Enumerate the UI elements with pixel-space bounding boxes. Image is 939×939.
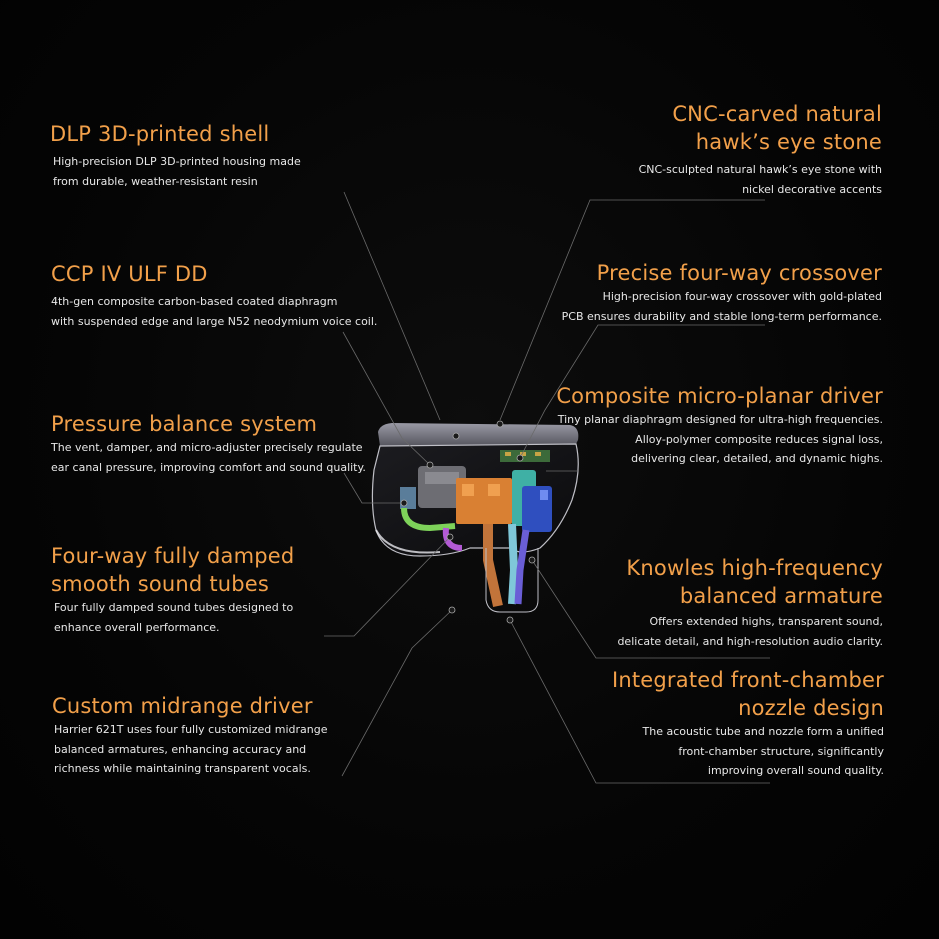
feature-planar-line-1: Tiny planar diaphragm designed for ultra-high frequencies.	[557, 413, 883, 426]
feature-crossover-line-2: PCB ensures durability and stable long-term performance.	[561, 309, 882, 323]
feature-stone-title-1: CNC-carved natural	[672, 102, 882, 126]
feature-midrange	[52, 692, 328, 779]
feature-pressure	[51, 410, 366, 477]
feature-pressure-line-2: ear canal pressure, improving comfort and sound quality.	[51, 460, 366, 474]
shell-faceplate	[378, 423, 578, 446]
feature-knowles-title-1: Knowles high-frequency	[626, 556, 883, 580]
feature-stone-line-2: nickel decorative accents	[742, 182, 882, 196]
feature-tubes-line-2: enhance overall performance.	[54, 620, 220, 634]
feature-knowles-line-1: Offers extended highs, transparent sound,	[649, 615, 883, 628]
feature-dd	[51, 260, 377, 331]
feature-dd-line-2: with suspended edge and large N52 neodymium voice coil.	[51, 314, 378, 328]
feature-dd-title: CCP IV ULF DD	[51, 262, 208, 286]
feature-stone-line-1: CNC-sculpted natural hawk’s eye stone with	[638, 163, 882, 176]
feature-pressure-title: Pressure balance system	[51, 412, 318, 436]
feature-nozzle-title-1: Integrated front-chamber	[611, 668, 884, 692]
feature-midrange-line-3: richness while maintaining transparent vocals.	[54, 762, 311, 775]
feature-planar	[556, 382, 883, 469]
feature-knowles	[617, 554, 883, 651]
feature-stone	[639, 100, 882, 199]
feature-pressure-line-1: The vent, damper, and micro-adjuster precisely regulate	[51, 441, 363, 454]
feature-shell-line-2: from durable, weather-resistant resin	[53, 174, 258, 188]
feature-shell-line-1: High-precision DLP 3D-printed housing made	[53, 155, 301, 168]
feature-dd-line-1: 4th-gen composite carbon-based coated diaphragm	[51, 295, 338, 308]
feature-crossover-line-1: High-precision four-way crossover with gold-plated	[602, 290, 882, 303]
feature-nozzle	[612, 666, 884, 781]
feature-tubes-title-1: Four-way fully damped	[51, 544, 295, 568]
feature-midrange-line-1: Harrier 621T uses four fully customized midrange	[54, 723, 328, 736]
feature-nozzle-line-3: improving overall sound quality.	[707, 764, 884, 777]
feature-planar-title: Composite micro-planar driver	[556, 384, 883, 408]
feature-stone-title-2: hawk’s eye stone	[695, 130, 882, 154]
feature-tubes-title-2: smooth sound tubes	[51, 572, 270, 596]
feature-nozzle-line-1: The acoustic tube and nozzle form a unified	[642, 725, 884, 738]
feature-planar-line-2: Alloy-polymer composite reduces signal loss,	[635, 432, 883, 446]
feature-midrange-line-2: balanced armatures, enhancing accuracy and	[54, 742, 307, 756]
feature-shell	[50, 120, 301, 191]
feature-nozzle-line-2: front-chamber structure, significantly	[678, 744, 884, 758]
feature-crossover	[562, 259, 882, 326]
feature-crossover-title: Precise four-way crossover	[596, 261, 882, 285]
feature-knowles-title-2: balanced armature	[679, 584, 883, 608]
feature-tubes-line-1: Four fully damped sound tubes designed to	[54, 601, 294, 614]
feature-shell-title: DLP 3D-printed shell	[50, 122, 270, 146]
feature-knowles-line-2: delicate detail, and high-resolution audio clarity.	[617, 634, 883, 648]
feature-midrange-title: Custom midrange driver	[52, 694, 313, 718]
feature-tubes	[51, 542, 294, 637]
feature-planar-line-3: delivering clear, detailed, and dynamic highs.	[631, 452, 883, 465]
feature-nozzle-title-2: nozzle design	[738, 696, 884, 720]
